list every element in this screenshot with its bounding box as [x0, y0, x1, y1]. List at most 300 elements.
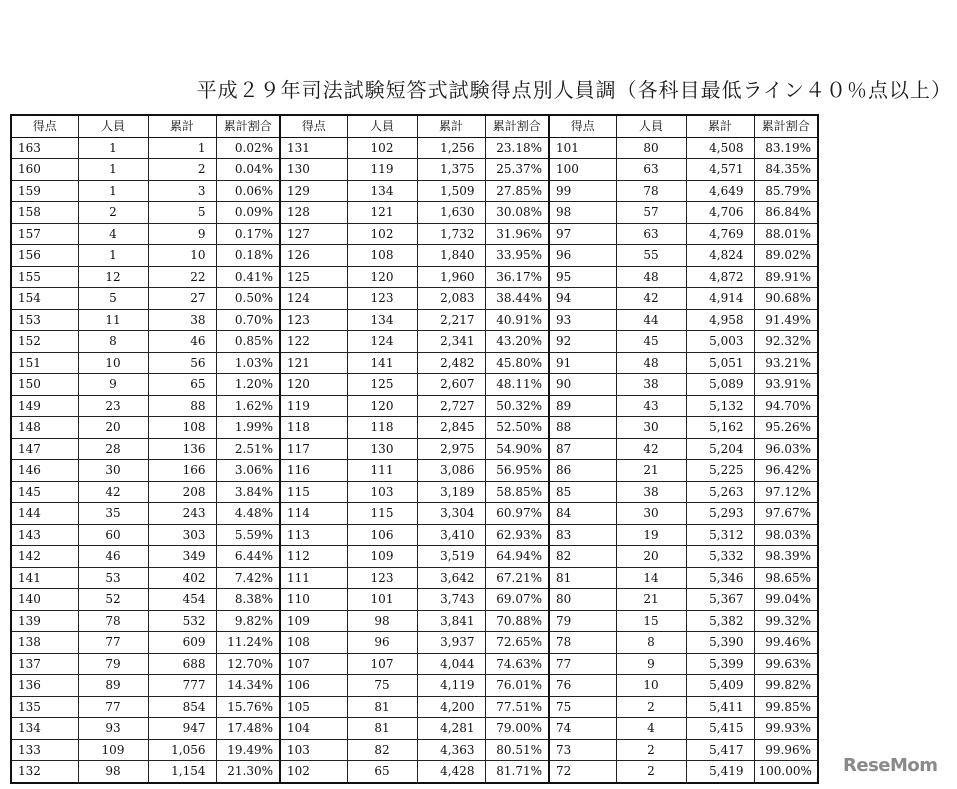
cumulative-cell: 349 [148, 546, 216, 568]
people-cell: 119 [347, 159, 417, 181]
cumulative-ratio-cell: 4.48% [216, 503, 280, 525]
score-cell: 118 [280, 417, 347, 439]
table-row [11, 567, 818, 589]
people-header: 人員 [78, 115, 148, 137]
cumulative-cell: 532 [148, 610, 216, 632]
cumulative-cell: 2,975 [417, 438, 485, 460]
cumulative-ratio-cell: 1.20% [216, 374, 280, 396]
score-cell: 72 [549, 761, 616, 783]
cumulative-ratio-cell: 85.79% [754, 180, 818, 202]
cumulative-cell: 5,390 [686, 632, 754, 654]
cumulative-ratio-cell: 50.32% [485, 395, 549, 417]
cumulative-cell: 4,044 [417, 653, 485, 675]
score-header: 得点 [11, 115, 78, 137]
table-row [11, 460, 818, 482]
cumulative-ratio-cell: 33.95% [485, 245, 549, 267]
cumulative-ratio-cell: 1.03% [216, 352, 280, 374]
cumulative-header: 累計 [148, 115, 216, 137]
people-cell: 2 [616, 739, 686, 761]
people-cell: 121 [347, 202, 417, 224]
score-cell: 90 [549, 374, 616, 396]
cumulative-ratio-cell: 99.32% [754, 610, 818, 632]
score-cell: 151 [11, 352, 78, 374]
cumulative-ratio-cell: 0.02% [216, 137, 280, 159]
score-cell: 109 [280, 610, 347, 632]
people-cell: 21 [616, 460, 686, 482]
score-cell: 137 [11, 653, 78, 675]
people-cell: 103 [347, 481, 417, 503]
people-cell: 106 [347, 524, 417, 546]
cumulative-ratio-cell: 99.82% [754, 675, 818, 697]
score-cell: 75 [549, 696, 616, 718]
people-cell: 75 [347, 675, 417, 697]
score-cell: 96 [549, 245, 616, 267]
cumulative-ratio-cell: 89.91% [754, 266, 818, 288]
cumulative-ratio-cell: 69.07% [485, 589, 549, 611]
cumulative-ratio-cell: 6.44% [216, 546, 280, 568]
score-cell: 76 [549, 675, 616, 697]
people-cell: 82 [347, 739, 417, 761]
score-cell: 101 [549, 137, 616, 159]
score-cell: 163 [11, 137, 78, 159]
table-row [11, 223, 818, 245]
table-row [11, 374, 818, 396]
people-cell: 48 [616, 352, 686, 374]
score-cell: 155 [11, 266, 78, 288]
cumulative-ratio-cell: 14.34% [216, 675, 280, 697]
people-cell: 81 [347, 696, 417, 718]
people-cell: 14 [616, 567, 686, 589]
people-cell: 107 [347, 653, 417, 675]
people-cell: 79 [78, 653, 148, 675]
people-cell: 4 [616, 718, 686, 740]
people-cell: 96 [347, 632, 417, 654]
score-cell: 111 [280, 567, 347, 589]
table-row [11, 395, 818, 417]
cumulative-cell: 5,263 [686, 481, 754, 503]
cumulative-cell: 5,204 [686, 438, 754, 460]
score-cell: 102 [280, 761, 347, 783]
score-cell: 127 [280, 223, 347, 245]
people-cell: 77 [78, 696, 148, 718]
score-cell: 143 [11, 524, 78, 546]
score-cell: 159 [11, 180, 78, 202]
cumulative-cell: 4,508 [686, 137, 754, 159]
table-row [11, 589, 818, 611]
cumulative-cell: 3 [148, 180, 216, 202]
cumulative-ratio-cell: 0.18% [216, 245, 280, 267]
cumulative-ratio-cell: 3.84% [216, 481, 280, 503]
people-cell: 21 [616, 589, 686, 611]
cumulative-cell: 688 [148, 653, 216, 675]
score-cell: 89 [549, 395, 616, 417]
cumulative-ratio-cell: 31.96% [485, 223, 549, 245]
score-cell: 93 [549, 309, 616, 331]
cumulative-cell: 454 [148, 589, 216, 611]
score-cell: 132 [11, 761, 78, 783]
score-cell: 126 [280, 245, 347, 267]
cumulative-ratio-cell: 0.04% [216, 159, 280, 181]
people-cell: 101 [347, 589, 417, 611]
cumulative-cell: 5,003 [686, 331, 754, 353]
cumulative-cell: 4,649 [686, 180, 754, 202]
people-cell: 60 [78, 524, 148, 546]
cumulative-cell: 4,914 [686, 288, 754, 310]
cumulative-ratio-cell: 99.63% [754, 653, 818, 675]
cumulative-cell: 3,410 [417, 524, 485, 546]
cumulative-ratio-cell: 76.01% [485, 675, 549, 697]
cumulative-ratio-cell: 64.94% [485, 546, 549, 568]
score-cell: 81 [549, 567, 616, 589]
cumulative-ratio-cell: 84.35% [754, 159, 818, 181]
score-cell: 122 [280, 331, 347, 353]
cumulative-cell: 4,571 [686, 159, 754, 181]
score-cell: 115 [280, 481, 347, 503]
cumulative-ratio-cell: 12.70% [216, 653, 280, 675]
people-cell: 118 [347, 417, 417, 439]
score-cell: 153 [11, 309, 78, 331]
cumulative-ratio-cell: 0.50% [216, 288, 280, 310]
score-cell: 78 [549, 632, 616, 654]
cumulative-ratio-cell: 95.26% [754, 417, 818, 439]
cumulative-cell: 4,363 [417, 739, 485, 761]
score-cell: 105 [280, 696, 347, 718]
cumulative-cell: 303 [148, 524, 216, 546]
cumulative-ratio-cell: 52.50% [485, 417, 549, 439]
people-cell: 123 [347, 567, 417, 589]
cumulative-ratio-cell: 0.09% [216, 202, 280, 224]
cumulative-cell: 5,419 [686, 761, 754, 783]
cumulative-cell: 1,509 [417, 180, 485, 202]
cumulative-cell: 5,293 [686, 503, 754, 525]
cumulative-ratio-cell: 30.08% [485, 202, 549, 224]
cumulative-cell: 3,519 [417, 546, 485, 568]
score-cell: 77 [549, 653, 616, 675]
score-cell: 136 [11, 675, 78, 697]
cumulative-cell: 46 [148, 331, 216, 353]
people-cell: 120 [347, 395, 417, 417]
cumulative-cell: 5,332 [686, 546, 754, 568]
people-cell: 2 [78, 202, 148, 224]
score-cell: 82 [549, 546, 616, 568]
score-cell: 92 [549, 331, 616, 353]
cumulative-cell: 5 [148, 202, 216, 224]
table-row [11, 503, 818, 525]
score-header: 得点 [549, 115, 616, 137]
cumulative-ratio-header: 累計割合 [754, 115, 818, 137]
cumulative-ratio-cell: 97.12% [754, 481, 818, 503]
cumulative-cell: 1,056 [148, 739, 216, 761]
table-row [11, 739, 818, 761]
cumulative-ratio-cell: 96.03% [754, 438, 818, 460]
score-cell: 107 [280, 653, 347, 675]
cumulative-ratio-cell: 98.39% [754, 546, 818, 568]
cumulative-cell: 27 [148, 288, 216, 310]
cumulative-ratio-cell: 36.17% [485, 266, 549, 288]
cumulative-ratio-cell: 81.71% [485, 761, 549, 783]
cumulative-ratio-cell: 100.00% [754, 761, 818, 783]
cumulative-ratio-cell: 54.90% [485, 438, 549, 460]
people-cell: 115 [347, 503, 417, 525]
score-cell: 149 [11, 395, 78, 417]
cumulative-ratio-cell: 3.06% [216, 460, 280, 482]
table-row [11, 438, 818, 460]
people-cell: 65 [347, 761, 417, 783]
cumulative-ratio-cell: 25.37% [485, 159, 549, 181]
cumulative-ratio-header: 累計割合 [485, 115, 549, 137]
table-row [11, 309, 818, 331]
people-cell: 45 [616, 331, 686, 353]
cumulative-ratio-cell: 5.59% [216, 524, 280, 546]
cumulative-ratio-cell: 2.51% [216, 438, 280, 460]
score-cell: 108 [280, 632, 347, 654]
people-cell: 55 [616, 245, 686, 267]
score-cell: 135 [11, 696, 78, 718]
people-cell: 8 [78, 331, 148, 353]
people-cell: 130 [347, 438, 417, 460]
score-cell: 85 [549, 481, 616, 503]
cumulative-cell: 5,312 [686, 524, 754, 546]
cumulative-cell: 5,051 [686, 352, 754, 374]
table-body [11, 137, 818, 783]
resemom-logo: ReseMom [843, 755, 938, 776]
score-cell: 88 [549, 417, 616, 439]
score-cell: 112 [280, 546, 347, 568]
cumulative-ratio-cell: 93.91% [754, 374, 818, 396]
score-cell: 138 [11, 632, 78, 654]
cumulative-ratio-cell: 7.42% [216, 567, 280, 589]
people-cell: 134 [347, 309, 417, 331]
score-cell: 152 [11, 331, 78, 353]
people-cell: 81 [347, 718, 417, 740]
people-cell: 30 [78, 460, 148, 482]
table-row [11, 546, 818, 568]
table-row [11, 288, 818, 310]
score-cell: 128 [280, 202, 347, 224]
people-cell: 2 [616, 761, 686, 783]
cumulative-ratio-header: 累計割合 [216, 115, 280, 137]
score-cell: 130 [280, 159, 347, 181]
people-cell: 8 [616, 632, 686, 654]
score-cell: 146 [11, 460, 78, 482]
people-cell: 38 [616, 374, 686, 396]
cumulative-ratio-cell: 98.65% [754, 567, 818, 589]
cumulative-cell: 4,824 [686, 245, 754, 267]
people-cell: 12 [78, 266, 148, 288]
cumulative-ratio-cell: 40.91% [485, 309, 549, 331]
people-cell: 1 [78, 159, 148, 181]
cumulative-ratio-cell: 99.85% [754, 696, 818, 718]
score-cell: 133 [11, 739, 78, 761]
cumulative-cell: 5,225 [686, 460, 754, 482]
cumulative-ratio-cell: 70.88% [485, 610, 549, 632]
cumulative-ratio-cell: 79.00% [485, 718, 549, 740]
score-cell: 156 [11, 245, 78, 267]
cumulative-ratio-cell: 93.21% [754, 352, 818, 374]
table-row [11, 180, 818, 202]
score-cell: 131 [280, 137, 347, 159]
score-cell: 120 [280, 374, 347, 396]
cumulative-ratio-cell: 1.62% [216, 395, 280, 417]
cumulative-ratio-cell: 72.65% [485, 632, 549, 654]
people-cell: 109 [347, 546, 417, 568]
people-cell: 93 [78, 718, 148, 740]
cumulative-cell: 3,086 [417, 460, 485, 482]
cumulative-ratio-cell: 27.85% [485, 180, 549, 202]
score-cell: 150 [11, 374, 78, 396]
score-cell: 74 [549, 718, 616, 740]
cumulative-cell: 947 [148, 718, 216, 740]
cumulative-cell: 2 [148, 159, 216, 181]
people-cell: 42 [616, 438, 686, 460]
cumulative-cell: 4,281 [417, 718, 485, 740]
cumulative-cell: 4,769 [686, 223, 754, 245]
people-cell: 123 [347, 288, 417, 310]
cumulative-cell: 1,840 [417, 245, 485, 267]
score-cell: 79 [549, 610, 616, 632]
cumulative-cell: 3,642 [417, 567, 485, 589]
people-cell: 109 [78, 739, 148, 761]
table-row [11, 653, 818, 675]
cumulative-ratio-cell: 56.95% [485, 460, 549, 482]
score-cell: 134 [11, 718, 78, 740]
cumulative-cell: 402 [148, 567, 216, 589]
table-row [11, 159, 818, 181]
cumulative-ratio-cell: 48.11% [485, 374, 549, 396]
cumulative-cell: 2,482 [417, 352, 485, 374]
people-header: 人員 [616, 115, 686, 137]
cumulative-cell: 1,732 [417, 223, 485, 245]
cumulative-cell: 3,841 [417, 610, 485, 632]
cumulative-ratio-cell: 67.21% [485, 567, 549, 589]
cumulative-ratio-cell: 99.96% [754, 739, 818, 761]
people-cell: 63 [616, 159, 686, 181]
cumulative-ratio-cell: 17.48% [216, 718, 280, 740]
cumulative-ratio-cell: 38.44% [485, 288, 549, 310]
cumulative-ratio-cell: 91.49% [754, 309, 818, 331]
cumulative-cell: 38 [148, 309, 216, 331]
people-cell: 38 [616, 481, 686, 503]
people-cell: 77 [78, 632, 148, 654]
cumulative-cell: 4,428 [417, 761, 485, 783]
people-cell: 108 [347, 245, 417, 267]
people-cell: 102 [347, 223, 417, 245]
score-cell: 154 [11, 288, 78, 310]
score-distribution-table [10, 114, 819, 784]
cumulative-cell: 243 [148, 503, 216, 525]
score-cell: 142 [11, 546, 78, 568]
table-row [11, 632, 818, 654]
people-cell: 9 [616, 653, 686, 675]
score-cell: 129 [280, 180, 347, 202]
cumulative-cell: 65 [148, 374, 216, 396]
cumulative-ratio-cell: 45.80% [485, 352, 549, 374]
score-header: 得点 [280, 115, 347, 137]
cumulative-ratio-cell: 97.67% [754, 503, 818, 525]
cumulative-cell: 1,375 [417, 159, 485, 181]
cumulative-ratio-cell: 11.24% [216, 632, 280, 654]
cumulative-cell: 777 [148, 675, 216, 697]
cumulative-ratio-cell: 74.63% [485, 653, 549, 675]
score-cell: 73 [549, 739, 616, 761]
cumulative-ratio-cell: 8.38% [216, 589, 280, 611]
people-cell: 30 [616, 417, 686, 439]
cumulative-cell: 5,411 [686, 696, 754, 718]
table-row [11, 417, 818, 439]
people-cell: 35 [78, 503, 148, 525]
people-cell: 15 [616, 610, 686, 632]
people-cell: 48 [616, 266, 686, 288]
score-cell: 98 [549, 202, 616, 224]
table-row [11, 675, 818, 697]
people-cell: 46 [78, 546, 148, 568]
cumulative-ratio-cell: 89.02% [754, 245, 818, 267]
cumulative-ratio-cell: 60.97% [485, 503, 549, 525]
score-cell: 95 [549, 266, 616, 288]
people-cell: 111 [347, 460, 417, 482]
score-cell: 99 [549, 180, 616, 202]
cumulative-cell: 3,937 [417, 632, 485, 654]
cumulative-cell: 136 [148, 438, 216, 460]
cumulative-ratio-cell: 94.70% [754, 395, 818, 417]
score-cell: 91 [549, 352, 616, 374]
score-cell: 124 [280, 288, 347, 310]
table-row [11, 761, 818, 783]
people-cell: 28 [78, 438, 148, 460]
score-cell: 110 [280, 589, 347, 611]
table-row [11, 610, 818, 632]
score-cell: 84 [549, 503, 616, 525]
cumulative-ratio-cell: 99.93% [754, 718, 818, 740]
cumulative-cell: 88 [148, 395, 216, 417]
people-cell: 53 [78, 567, 148, 589]
cumulative-ratio-cell: 0.17% [216, 223, 280, 245]
cumulative-cell: 5,367 [686, 589, 754, 611]
cumulative-cell: 1 [148, 137, 216, 159]
score-cell: 144 [11, 503, 78, 525]
people-cell: 42 [78, 481, 148, 503]
cumulative-cell: 2,083 [417, 288, 485, 310]
cumulative-cell: 5,346 [686, 567, 754, 589]
cumulative-cell: 2,607 [417, 374, 485, 396]
people-cell: 124 [347, 331, 417, 353]
score-cell: 87 [549, 438, 616, 460]
table-row [11, 245, 818, 267]
cumulative-cell: 56 [148, 352, 216, 374]
cumulative-cell: 854 [148, 696, 216, 718]
cumulative-ratio-cell: 77.51% [485, 696, 549, 718]
cumulative-ratio-cell: 90.68% [754, 288, 818, 310]
cumulative-cell: 4,119 [417, 675, 485, 697]
table-row [11, 481, 818, 503]
cumulative-cell: 22 [148, 266, 216, 288]
cumulative-cell: 2,217 [417, 309, 485, 331]
table-row [11, 266, 818, 288]
cumulative-ratio-cell: 21.30% [216, 761, 280, 783]
people-cell: 1 [78, 137, 148, 159]
score-cell: 148 [11, 417, 78, 439]
people-cell: 10 [78, 352, 148, 374]
score-cell: 121 [280, 352, 347, 374]
cumulative-cell: 1,154 [148, 761, 216, 783]
cumulative-ratio-cell: 88.01% [754, 223, 818, 245]
score-cell: 157 [11, 223, 78, 245]
people-cell: 78 [616, 180, 686, 202]
score-cell: 139 [11, 610, 78, 632]
cumulative-ratio-cell: 15.76% [216, 696, 280, 718]
score-cell: 94 [549, 288, 616, 310]
score-cell: 147 [11, 438, 78, 460]
